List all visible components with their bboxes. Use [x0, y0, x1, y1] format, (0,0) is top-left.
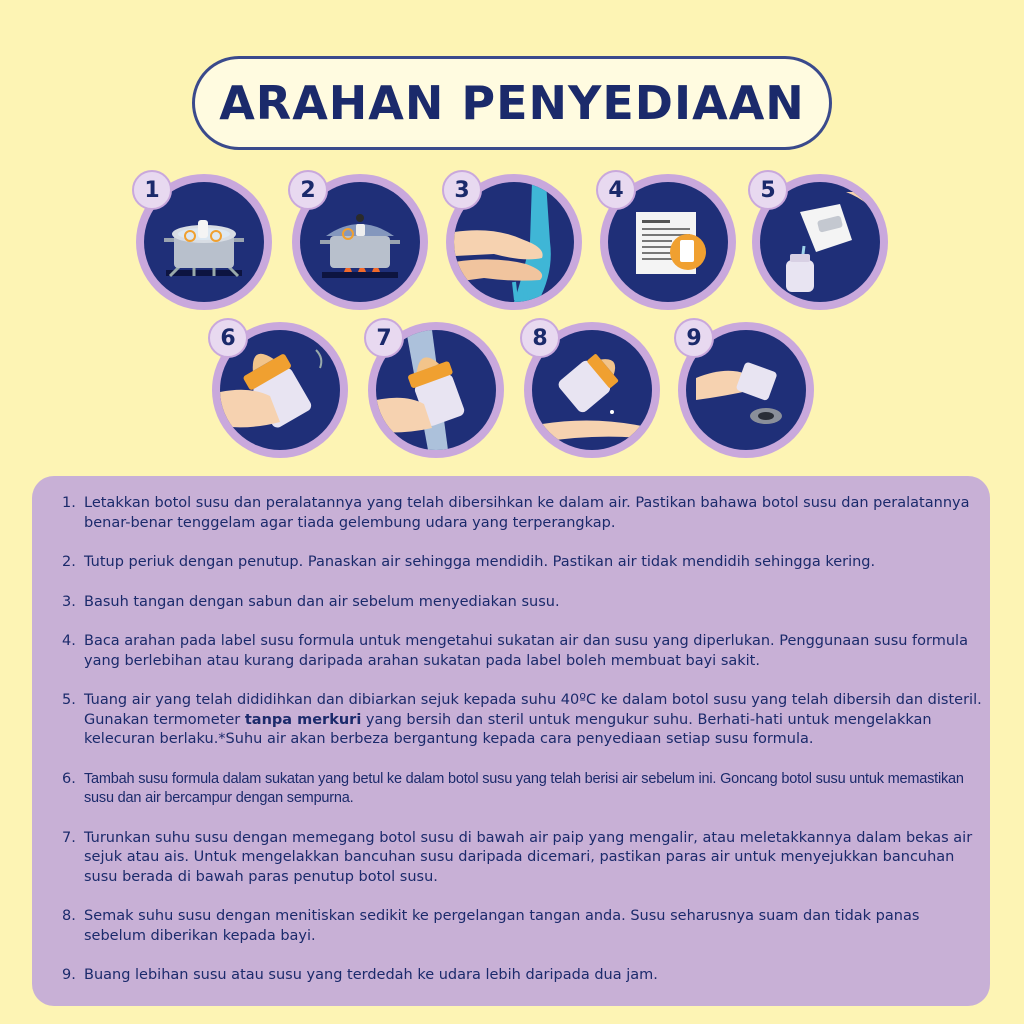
step-3-illustration: [446, 174, 582, 310]
step-number: 5: [748, 170, 788, 210]
step-2-illustration: [292, 174, 428, 310]
list-item: 2. Tutup periuk dengan penutup. Panaskan air sehingga mendidih. Pastikan air tidak mendidih sehingga kering.: [62, 554, 876, 570]
step-8-illustration: [524, 322, 660, 458]
list-item: 1. Letakkan botol susu dan peralatannya yang telah dibersihkan ke dalam air. Pastikan bahawa botol susu dan peralatannya benar-benar tenggelam agar tiada gelembung udara yang terperangkap.: [62, 495, 970, 531]
list-item: 9. Buang lebihan susu atau susu yang terdedah ke udara lebih daripada dua jam.: [62, 967, 658, 983]
page-title: ARAHAN PENYEDIAAN: [219, 76, 805, 130]
step-number: 6: [208, 318, 248, 358]
list-item: 8. Semak suhu susu dengan menitiskan sedikit ke pergelangan tangan anda. Susu seharusnya suam dan tidak panas sebelum diberikan kepada bayi.: [62, 908, 920, 944]
list-item: 3. Basuh tangan dengan sabun dan air sebelum menyediakan susu.: [62, 593, 560, 610]
emphasis-text: tanpa merkuri: [244, 711, 362, 728]
step-number: 1: [132, 170, 172, 210]
instructions-list: [62, 494, 982, 1006]
list-item: 4. Baca arahan pada label susu formula untuk mengetahui sukatan air dan susu yang diperlukan. Penggunaan susu formula yang berlebihan atau kurang daripada arahan sukatan pada label boleh membuat bayi sakit.: [62, 633, 968, 669]
step-1-illustration: [136, 174, 272, 310]
step-number: 7: [364, 318, 404, 358]
step-4-illustration: [600, 174, 736, 310]
step-9-illustration: [678, 322, 814, 458]
step-number: 2: [288, 170, 328, 210]
list-item: 5. Tuang air yang telah dididihkan dan dibiarkan sejuk kepada suhu 40ºC ke dalam botol susu yang telah dibersih dan disteril. Gunakan termometer tanpa merkuri yang bersih dan steril untuk mengukur suhu. Berhati-hati untuk mengelakkan kelecuran berlaku.*Suhu air akan berbeza bergantung kepada cara penyediaan setiap susu formula.: [62, 692, 982, 747]
step-number: 9: [674, 318, 714, 358]
step-6-illustration: [212, 322, 348, 458]
step-7-illustration: [368, 322, 504, 458]
step-number: 8: [520, 318, 560, 358]
step-5-illustration: [752, 174, 888, 310]
step-number: 4: [596, 170, 636, 210]
list-item: 6. Tambah susu formula dalam sukatan yang betul ke dalam botol susu yang telah berisi air sebelum ini. Goncang botol susu untuk memastikan susu dan air bercampur dengan sempurna.: [62, 770, 964, 806]
title-banner: [192, 56, 832, 150]
list-item: 7. Turunkan suhu susu dengan memegang botol susu di bawah air paip yang mengalir, atau meletakkannya dalam bekas air sejuk atau ais. Untuk mengelakkan bancuhan susu daripada dicemari, pastikan paras air untuk menyejukkan bancuhan susu berada di bawah paras penutup botol susu.: [62, 829, 973, 885]
step-number: 3: [442, 170, 482, 210]
